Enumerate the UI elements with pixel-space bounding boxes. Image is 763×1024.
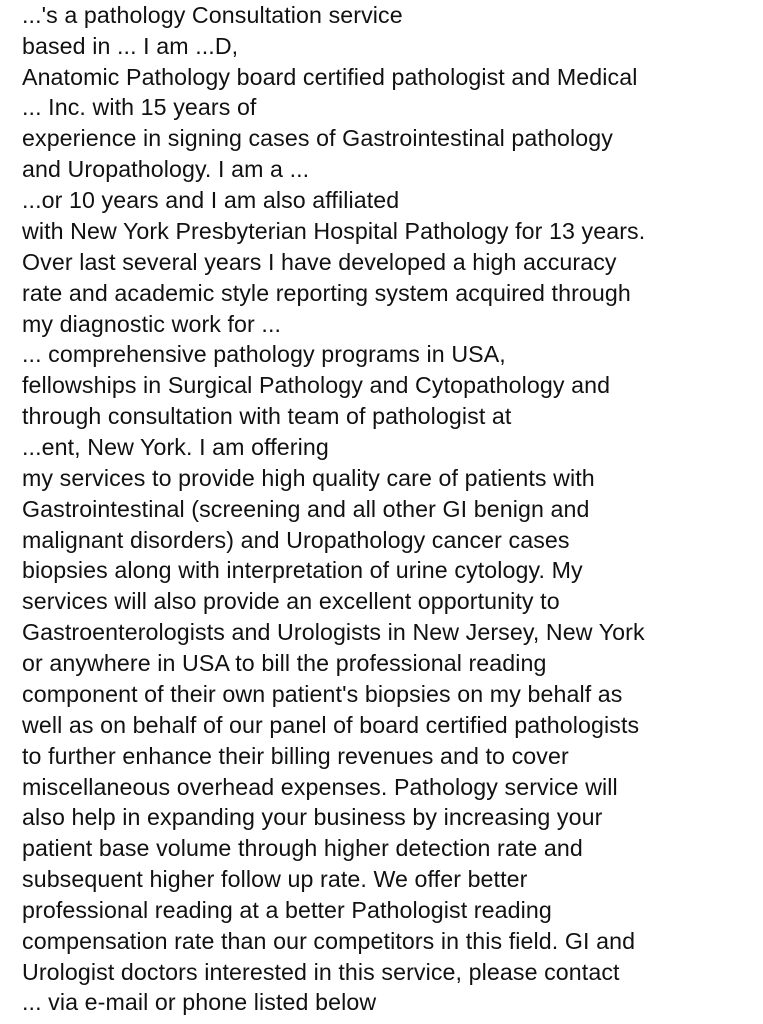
- text-line: also help in expanding your business by increasing your: [22, 804, 603, 830]
- text-line: ...or 10 years and I am also affiliated: [22, 187, 400, 213]
- text-line: fellowships in Surgical Pathology and Cytopathology and: [22, 372, 611, 398]
- text-line: based in ... I am ...D,: [22, 33, 239, 59]
- text-line: ...'s a pathology Consultation service: [22, 2, 403, 28]
- text-line: or anywhere in USA to bill the professional reading: [22, 650, 547, 676]
- text-line: through consultation with team of pathologist at: [22, 403, 512, 429]
- text-line: Over last several years I have developed a high accuracy: [22, 249, 617, 275]
- text-line: to further enhance their billing revenues and to cover: [22, 743, 569, 769]
- text-line: ...ent, New York. I am offering: [22, 434, 329, 460]
- text-line: with New York Presbyterian Hospital Pathology for 13 years.: [22, 218, 646, 244]
- text-line: malignant disorders) and Uropathology cancer cases: [22, 527, 570, 553]
- text-line: rate and academic style reporting system acquired through: [22, 280, 631, 306]
- text-line: my services to provide high quality care of patients with: [22, 465, 595, 491]
- text-line: professional reading at a better Pathologist reading: [22, 897, 552, 923]
- text-line: Urologist doctors interested in this service, please contact: [22, 959, 620, 985]
- text-line: miscellaneous overhead expenses. Pathology service will: [22, 774, 618, 800]
- text-line: ... via e-mail or phone listed below: [22, 989, 377, 1015]
- text-line: services will also provide an excellent opportunity to: [22, 588, 560, 614]
- text-line: Gastroenterologists and Urologists in New Jersey, New York: [22, 619, 645, 645]
- text-line: ... comprehensive pathology programs in USA,: [22, 341, 506, 367]
- text-line: Anatomic Pathology board certified pathologist and Medical: [22, 64, 638, 90]
- text-line: and Uropathology. I am a ...: [22, 156, 310, 182]
- text-line: patient base volume through higher detection rate and: [22, 835, 583, 861]
- text-line: component of their own patient's biopsies on my behalf as: [22, 681, 623, 707]
- text-line: my diagnostic work for ...: [22, 311, 282, 337]
- text-line: compensation rate than our competitors in this field. GI and: [22, 928, 636, 954]
- text-line: ... Inc. with 15 years of: [22, 94, 257, 120]
- text-line: well as on behalf of our panel of board certified pathologists: [22, 712, 640, 738]
- text-line: Gastrointestinal (screening and all other GI benign and: [22, 496, 590, 522]
- text-line: experience in signing cases of Gastrointestinal pathology: [22, 125, 613, 151]
- text-line: biopsies along with interpretation of urine cytology. My: [22, 557, 583, 583]
- text-line: subsequent higher follow up rate. We offer better: [22, 866, 528, 892]
